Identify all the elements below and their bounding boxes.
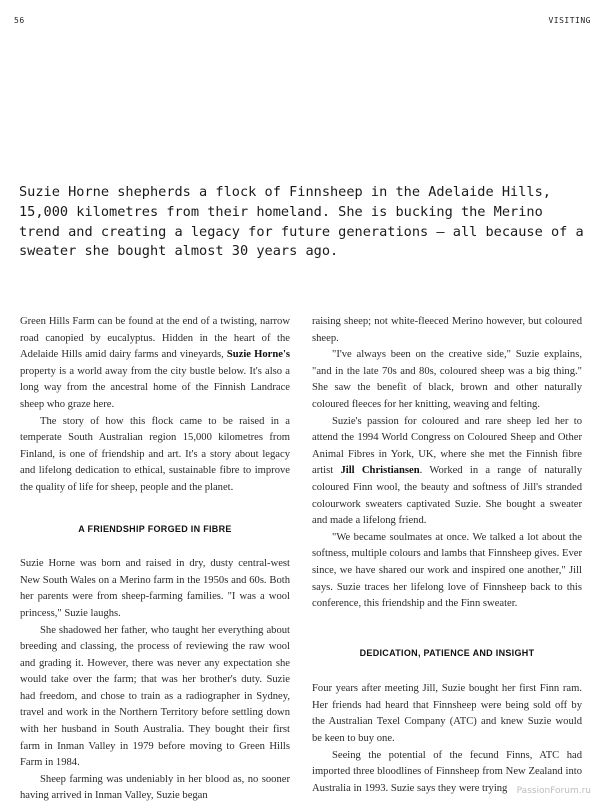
paragraph: She shadowed her father, who taught her everything about breeding and classing, the process of reviewing the raw wool and grading it. However, there was never any expectation she would take over the farm; that was her brother's duty. Suzie had freedom, and chose to train as a radiographer in Sydney, travel and work in the Northern Territory before settling down with her husband in South Australia. They bought their first farm in Inman Valley in 1979 before moving to Green Hills Farm in 1984. [20,624,290,769]
person-name: Suzie Horne's [226,349,291,361]
section-heading: DEDICATION, PATIENCE AND INSIGHT [359,647,535,658]
paragraph: Seeing the potential of the fecund Finns, ATC had imported three bloodlines of Finnsheep from New Zealand into Australia in 1993. Suzie says they were trying [312,749,582,794]
paragraph [20,314,290,414]
watermark: PassionForum.ru [516,786,591,796]
person-name: Jill Christiansen [340,465,420,477]
text: . Worked in a range of naturally coloured Finn wool, the beauty and softness of Jill's stranded colourwork sweaters captivated Suzie. She bought a sweater and made a lifelong friend. [312,465,582,527]
text: Suzie's passion for coloured and rare sheep led her to attend the 1994 World Congress on Coloured Sheep and Other Animal Fibres in York, UK, where she met the Finnish fibre artist [312,415,582,477]
intro-standfirst: Suzie Horne shepherds a flock of Finnsheep in the Adelaide Hills, 15,000 kilometres from their homeland. She is bucking the Merino trend and creating a legacy for future generations – all because of a sweater she bought almost 30 years ago. [19,184,584,260]
paragraph [312,414,582,530]
page-number: 56 [14,16,25,25]
paragraph: Four years after meeting Jill, Suzie bought her first Finn ram. Her friends had heard that Finnsheep were being sold off by the Australian Texel Company (ATC) and knew Suzie would be keen to buy one. [312,683,582,745]
paragraph: The story of how this flock came to be raised in a temperate South Australian region 15,000 kilometres from Finland, is one of friendship and art. It's a story about legacy and lifelong dedication to ethical, sustainable fibre to improve the quality of life for sheep, people and the planet. [20,415,290,493]
text: Green Hills Farm can be found at the end of a twisting, narrow road canopied by eucalyptus. Hidden in the heart of the Adelaide Hills amid dairy farms and vineyards, [20,316,290,361]
paragraph: "We became soulmates at once. We talked a lot about the softness, multiple colours and lambs that Finnsheep gives. Ever since, we have shared our work and inspired one another," Jill says. Suzie traces her lifelong love of Finnsheep back to this conference, this friendship and the Finn sweater. [312,531,582,610]
paragraph: Suzie Horne was born and raised in dry, dusty central-west New South Wales on a Merino farm in the 1950s and 60s. Both her parents were from sheep-farming families. "I was a wool princess," Suzie laughs. [20,558,290,619]
paragraph: raising sheep; not white-fleeced Merino however, but coloured sheep. [312,316,582,344]
section-heading: A FRIENDSHIP FORGED IN FIBRE [78,523,232,534]
paragraph: "I've always been on the creative side," Suzie explains, "and in the late 70s and 80s, coloured sheep was a big thing." She saw the benefit of black, brown and other naturally coloured fleeces for her knitting, weaving and felting. [312,349,582,410]
text: property is a world away from the city bustle below. It's also a long way from the ancestral home of the Finnish Landrace sheep who graze here. [20,365,290,410]
left-column [20,314,290,805]
section-label: VISITING [548,16,591,25]
right-column [312,314,582,797]
paragraph: Sheep farming was undeniably in her blood as, no sooner having arrived in Inman Valley, Suzie began [20,773,290,802]
